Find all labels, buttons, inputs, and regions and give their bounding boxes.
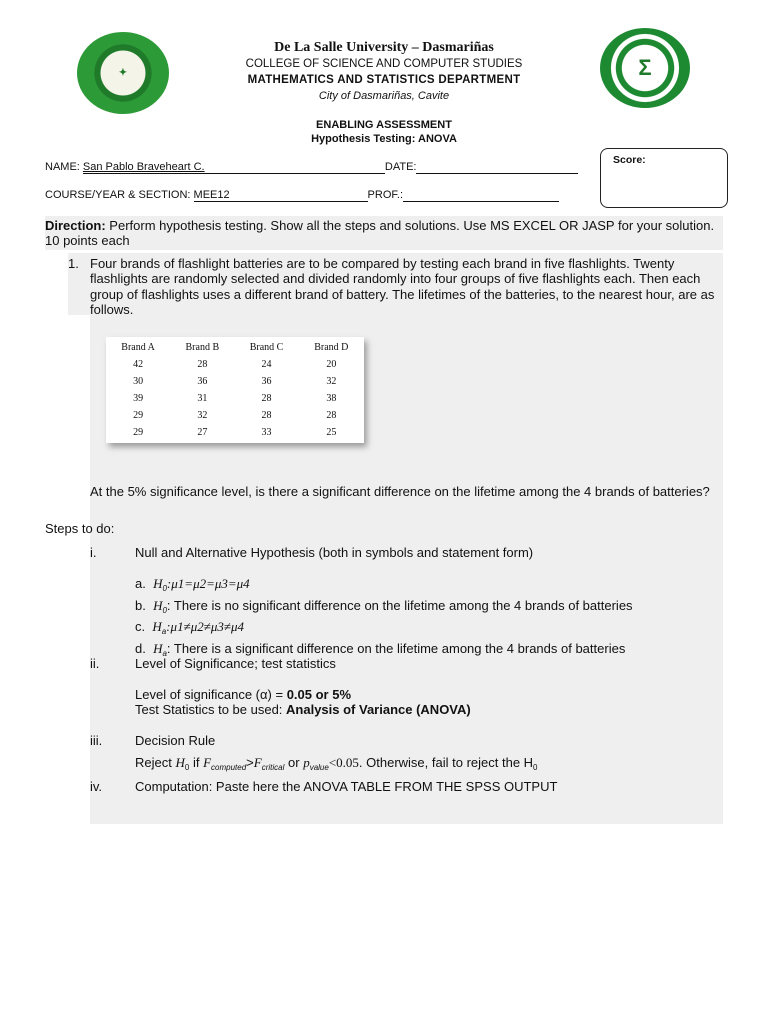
table-cell: 36: [261, 376, 272, 387]
table-cell: 29: [133, 427, 144, 438]
table-cell: 28: [261, 393, 272, 404]
step-ii-text: Level of Significance; test statistics: [135, 656, 336, 671]
problem-text: Four brands of flashlight batteries are to be compared by testing each brand in five flashlights. Twenty flashlights are randomly selected and divided randomly into four groups of five flashlights each. Then each group of flashlights uses a different brand of battery. The lifetimes of the batteries, to the nearest hour, are as follows.: [90, 256, 715, 317]
table-header-row: [106, 339, 364, 356]
table-row: [106, 424, 364, 441]
table-cell: 39: [133, 393, 144, 404]
table-cell: 28: [261, 410, 272, 421]
date-label: DATE:: [384, 161, 417, 173]
decision-rule: Reject $H_0$ if $F_{computed}>F_{critical}$ or $p_{value}<0.05$. Otherwise, fail to reject the $H_0$: [135, 755, 538, 772]
name-label: NAME:: [45, 161, 80, 173]
table-cell: 24: [261, 359, 272, 370]
table-cell: 28: [197, 359, 208, 370]
assessment-topic: Hypothesis Testing: ANOVA: [311, 133, 457, 145]
table-cell: 33: [261, 427, 272, 438]
hypothesis-a: a. $H_0:\mu 1=\mu 2=\mu 3=\mu 4$: [135, 576, 250, 593]
hypotheses-list: [135, 576, 633, 662]
step-iii-number: iii.: [90, 733, 103, 748]
table-cell: 42: [133, 359, 144, 370]
level-of-significance: Level of significance (α) = 0.05 or 5%: [135, 687, 352, 702]
hypothesis-b: b. $H_0$: There is no significant difference on the lifetime among the 4 brands of batteries: [135, 597, 633, 615]
table-cell: 36: [197, 376, 208, 387]
department-name: MATHEMATICS AND STATISTICS DEPARTMENT: [247, 74, 521, 86]
table-cell: 28: [326, 410, 337, 421]
table-cell: 32: [326, 376, 337, 387]
table-cell: 38: [326, 393, 337, 404]
college-name: COLLEGE OF SCIENCE AND COMPUTER STUDIES: [245, 58, 523, 70]
table-row: [106, 356, 364, 373]
table-row: [106, 407, 364, 424]
table-cell: 30: [133, 376, 144, 387]
table-cell: 27: [197, 427, 208, 438]
prof-field[interactable]: [403, 189, 559, 202]
date-field[interactable]: [416, 161, 578, 174]
table-header: Brand B: [185, 342, 220, 353]
direction: [45, 218, 725, 248]
step-i-text: Null and Alternative Hypothesis (both in symbols and statement form): [135, 545, 534, 560]
direction-label: Direction:: [45, 218, 106, 233]
table-header: Brand D: [314, 342, 349, 353]
step-iv-number: iv.: [90, 779, 103, 794]
hypothesis-c: c. $H_a:\mu 1\ne\mu 2\ne\mu 3\ne\mu 4$: [135, 619, 245, 636]
step-ii-number: ii.: [90, 656, 100, 671]
table-cell: 20: [326, 359, 337, 370]
step-iii-text: Decision Rule: [135, 733, 216, 748]
battery-table-card: [106, 337, 364, 443]
table-cell: 31: [197, 393, 208, 404]
name-row: [45, 161, 578, 174]
course-row: [45, 189, 559, 202]
table-header: Brand A: [121, 342, 155, 353]
table-header: Brand C: [249, 342, 284, 353]
steps-title: Steps to do:: [45, 521, 115, 536]
table-cell: 25: [326, 427, 337, 438]
step-i-number: i.: [90, 545, 97, 560]
sigma-icon: Σ: [638, 55, 652, 80]
course-field[interactable]: MEE12: [194, 189, 368, 202]
city: City of Dasmariñas, Cavite: [318, 90, 450, 102]
significance-block: [135, 687, 471, 717]
table-cell: 32: [197, 410, 208, 421]
table-row: [106, 373, 364, 390]
hypothesis-d: d. $H_a$: There is a significant difference on the lifetime among the 4 brands of batteries: [135, 640, 626, 658]
name-field[interactable]: San Pablo Braveheart C.: [83, 161, 385, 174]
table-row: [106, 390, 364, 407]
direction-text: Perform hypothesis testing. Show all the steps and solutions. Use MS EXCEL OR JASP for your solution. 10 points each: [45, 218, 715, 248]
university-name: De La Salle University – Dasmariñas: [274, 40, 494, 55]
battery-table: [106, 339, 364, 441]
assessment-title: ENABLING ASSESSMENT: [316, 119, 452, 131]
problem-question: At the 5% significance level, is there a significant difference on the lifetime among the 4 brands of batteries?: [90, 484, 710, 499]
test-statistics: Test Statistics to be used: Analysis of Variance (ANOVA): [135, 702, 471, 717]
problem-number: 1.: [68, 256, 79, 271]
score-label: Score:: [613, 154, 646, 166]
prof-label: PROF.:: [367, 189, 403, 201]
score-box[interactable]: [600, 148, 728, 208]
course-label: COURSE/YEAR & SECTION:: [45, 189, 191, 201]
table-cell: 29: [133, 410, 144, 421]
step-iv-text: Computation: Paste here the ANOVA TABLE FROM THE SPSS OUTPUT: [135, 779, 558, 794]
star-icon: ✦: [118, 67, 128, 79]
